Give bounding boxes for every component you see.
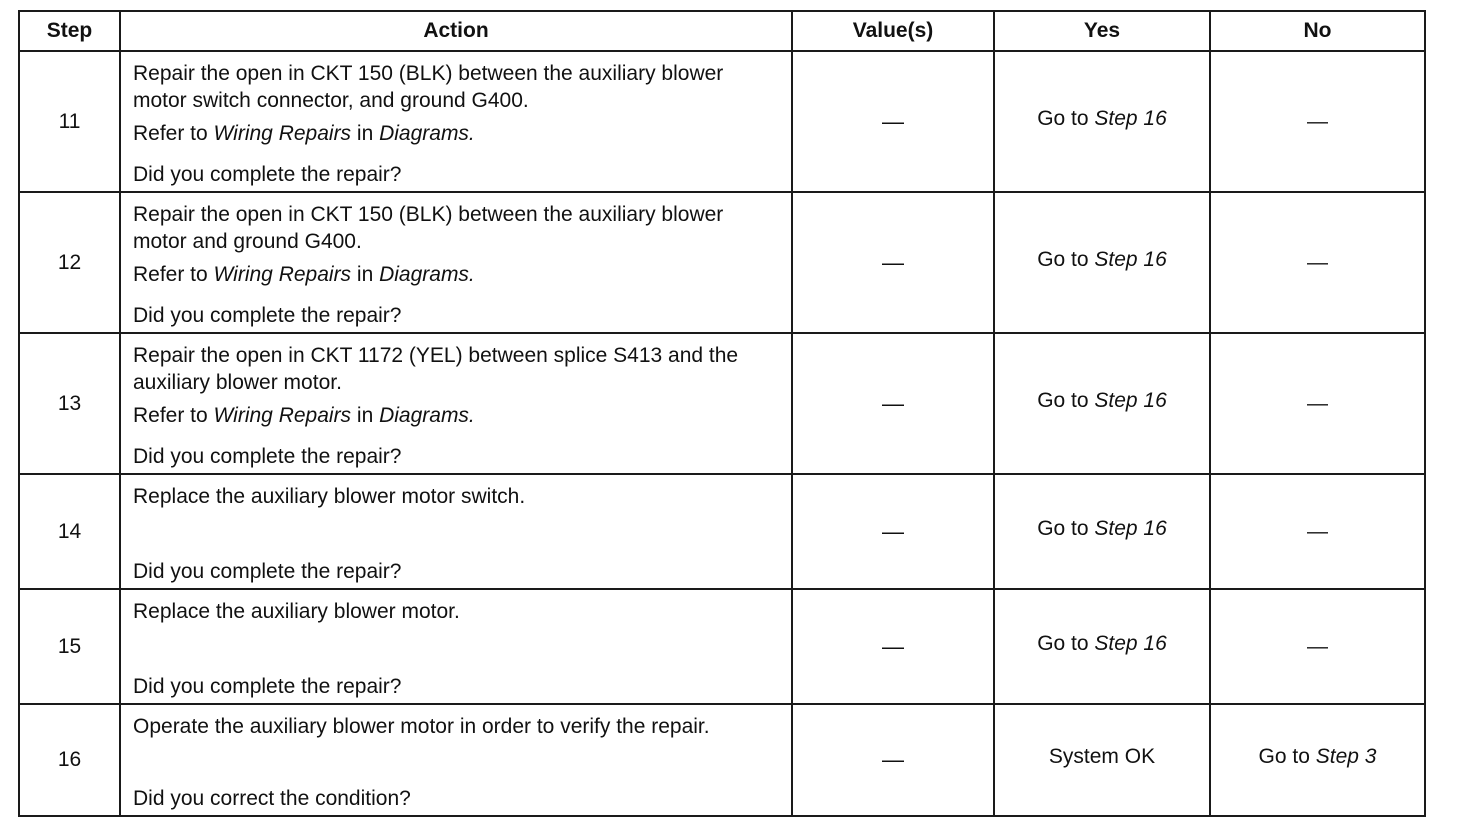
yes-cell: Go to Step 16: [994, 192, 1210, 333]
yes-cell: Go to Step 16: [994, 474, 1210, 589]
action-cell: [120, 474, 792, 589]
action-cell: [120, 333, 792, 474]
reference-wiring-repairs: Wiring Repairs: [213, 263, 352, 286]
header-values: Value(s): [792, 11, 994, 51]
reference-diagrams: Diagrams.: [379, 404, 475, 427]
step-number: 15: [19, 589, 120, 704]
diagnostic-table: [18, 10, 1426, 817]
reference-line: Refer to Wiring Repairs in Diagrams.: [133, 263, 475, 286]
value-cell: [792, 474, 994, 589]
reference-line: Refer to Wiring Repairs in Diagrams.: [133, 404, 475, 427]
action-description: Repair the open in CKT 150 (BLK) between the auxiliary blower motor switch connector, and ground G400.: [133, 62, 724, 112]
action-cell: [120, 589, 792, 704]
table-row: [19, 589, 1425, 704]
action-question: Did you complete the repair?: [133, 445, 402, 468]
action-question: Did you complete the repair?: [133, 304, 402, 327]
no-cell: [1210, 589, 1425, 704]
table-row: [19, 704, 1425, 816]
yes-cell: Go to Step 16: [994, 51, 1210, 192]
header-yes: Yes: [994, 11, 1210, 51]
no-dash: —: [1307, 250, 1328, 274]
action-question: Did you complete the repair?: [133, 560, 402, 583]
reference-diagrams: Diagrams.: [379, 122, 475, 145]
yes-step-link: Step 16: [1094, 247, 1167, 271]
value-dash: —: [882, 518, 904, 544]
value-cell: [792, 51, 994, 192]
no-dash: —: [1307, 391, 1328, 415]
no-cell: [1210, 51, 1425, 192]
action-question: Did you correct the condition?: [133, 787, 411, 810]
header-action: Action: [120, 11, 792, 51]
action-question: Did you complete the repair?: [133, 675, 402, 698]
table-row: [19, 51, 1425, 192]
no-step-link: Step 3: [1315, 745, 1377, 768]
step-number: 11: [19, 51, 120, 192]
value-cell: [792, 589, 994, 704]
step-number: 13: [19, 333, 120, 474]
action-description: Replace the auxiliary blower motor.: [133, 600, 460, 623]
action-description: Repair the open in CKT 1172 (YEL) between splice S413 and the auxiliary blower motor.: [133, 344, 739, 394]
table-row: [19, 192, 1425, 333]
value-cell: [792, 192, 994, 333]
action-cell: [120, 704, 792, 816]
value-cell: [792, 704, 994, 816]
value-dash: —: [882, 633, 904, 659]
action-description: Repair the open in CKT 150 (BLK) between the auxiliary blower motor and ground G400.: [133, 203, 724, 253]
no-dash: —: [1307, 519, 1328, 543]
reference-line: Refer to Wiring Repairs in Diagrams.: [133, 122, 475, 145]
value-dash: —: [882, 390, 904, 416]
action-description: Operate the auxiliary blower motor in order to verify the repair.: [133, 715, 710, 738]
value-dash: —: [882, 249, 904, 275]
header-step: Step: [19, 11, 120, 51]
reference-diagrams: Diagrams.: [379, 263, 475, 286]
action-question: Did you complete the repair?: [133, 163, 402, 186]
action-description: Replace the auxiliary blower motor switch.: [133, 485, 526, 508]
header-no: No: [1210, 11, 1425, 51]
yes-cell: Go to Step 16: [994, 589, 1210, 704]
no-cell: [1210, 333, 1425, 474]
yes-cell: System OK: [994, 704, 1210, 816]
table-row: [19, 333, 1425, 474]
no-dash: —: [1307, 109, 1328, 133]
yes-step-link: Step 16: [1094, 388, 1167, 412]
value-dash: —: [882, 108, 904, 134]
reference-wiring-repairs: Wiring Repairs: [213, 404, 352, 427]
step-number: 12: [19, 192, 120, 333]
reference-wiring-repairs: Wiring Repairs: [213, 122, 352, 145]
yes-step-link: Step 16: [1094, 106, 1167, 130]
value-dash: —: [882, 747, 904, 772]
header-row: [19, 11, 1425, 51]
no-cell: [1210, 474, 1425, 589]
no-dash: —: [1307, 634, 1328, 658]
table-row: [19, 474, 1425, 589]
no-cell: Go to Step 3: [1210, 704, 1425, 816]
value-cell: [792, 333, 994, 474]
yes-step-link: Step 16: [1094, 516, 1167, 540]
step-number: 14: [19, 474, 120, 589]
yes-cell: Go to Step 16: [994, 333, 1210, 474]
step-number: 16: [19, 704, 120, 816]
yes-step-link: Step 16: [1094, 631, 1167, 655]
action-cell: [120, 51, 792, 192]
no-cell: [1210, 192, 1425, 333]
action-cell: [120, 192, 792, 333]
